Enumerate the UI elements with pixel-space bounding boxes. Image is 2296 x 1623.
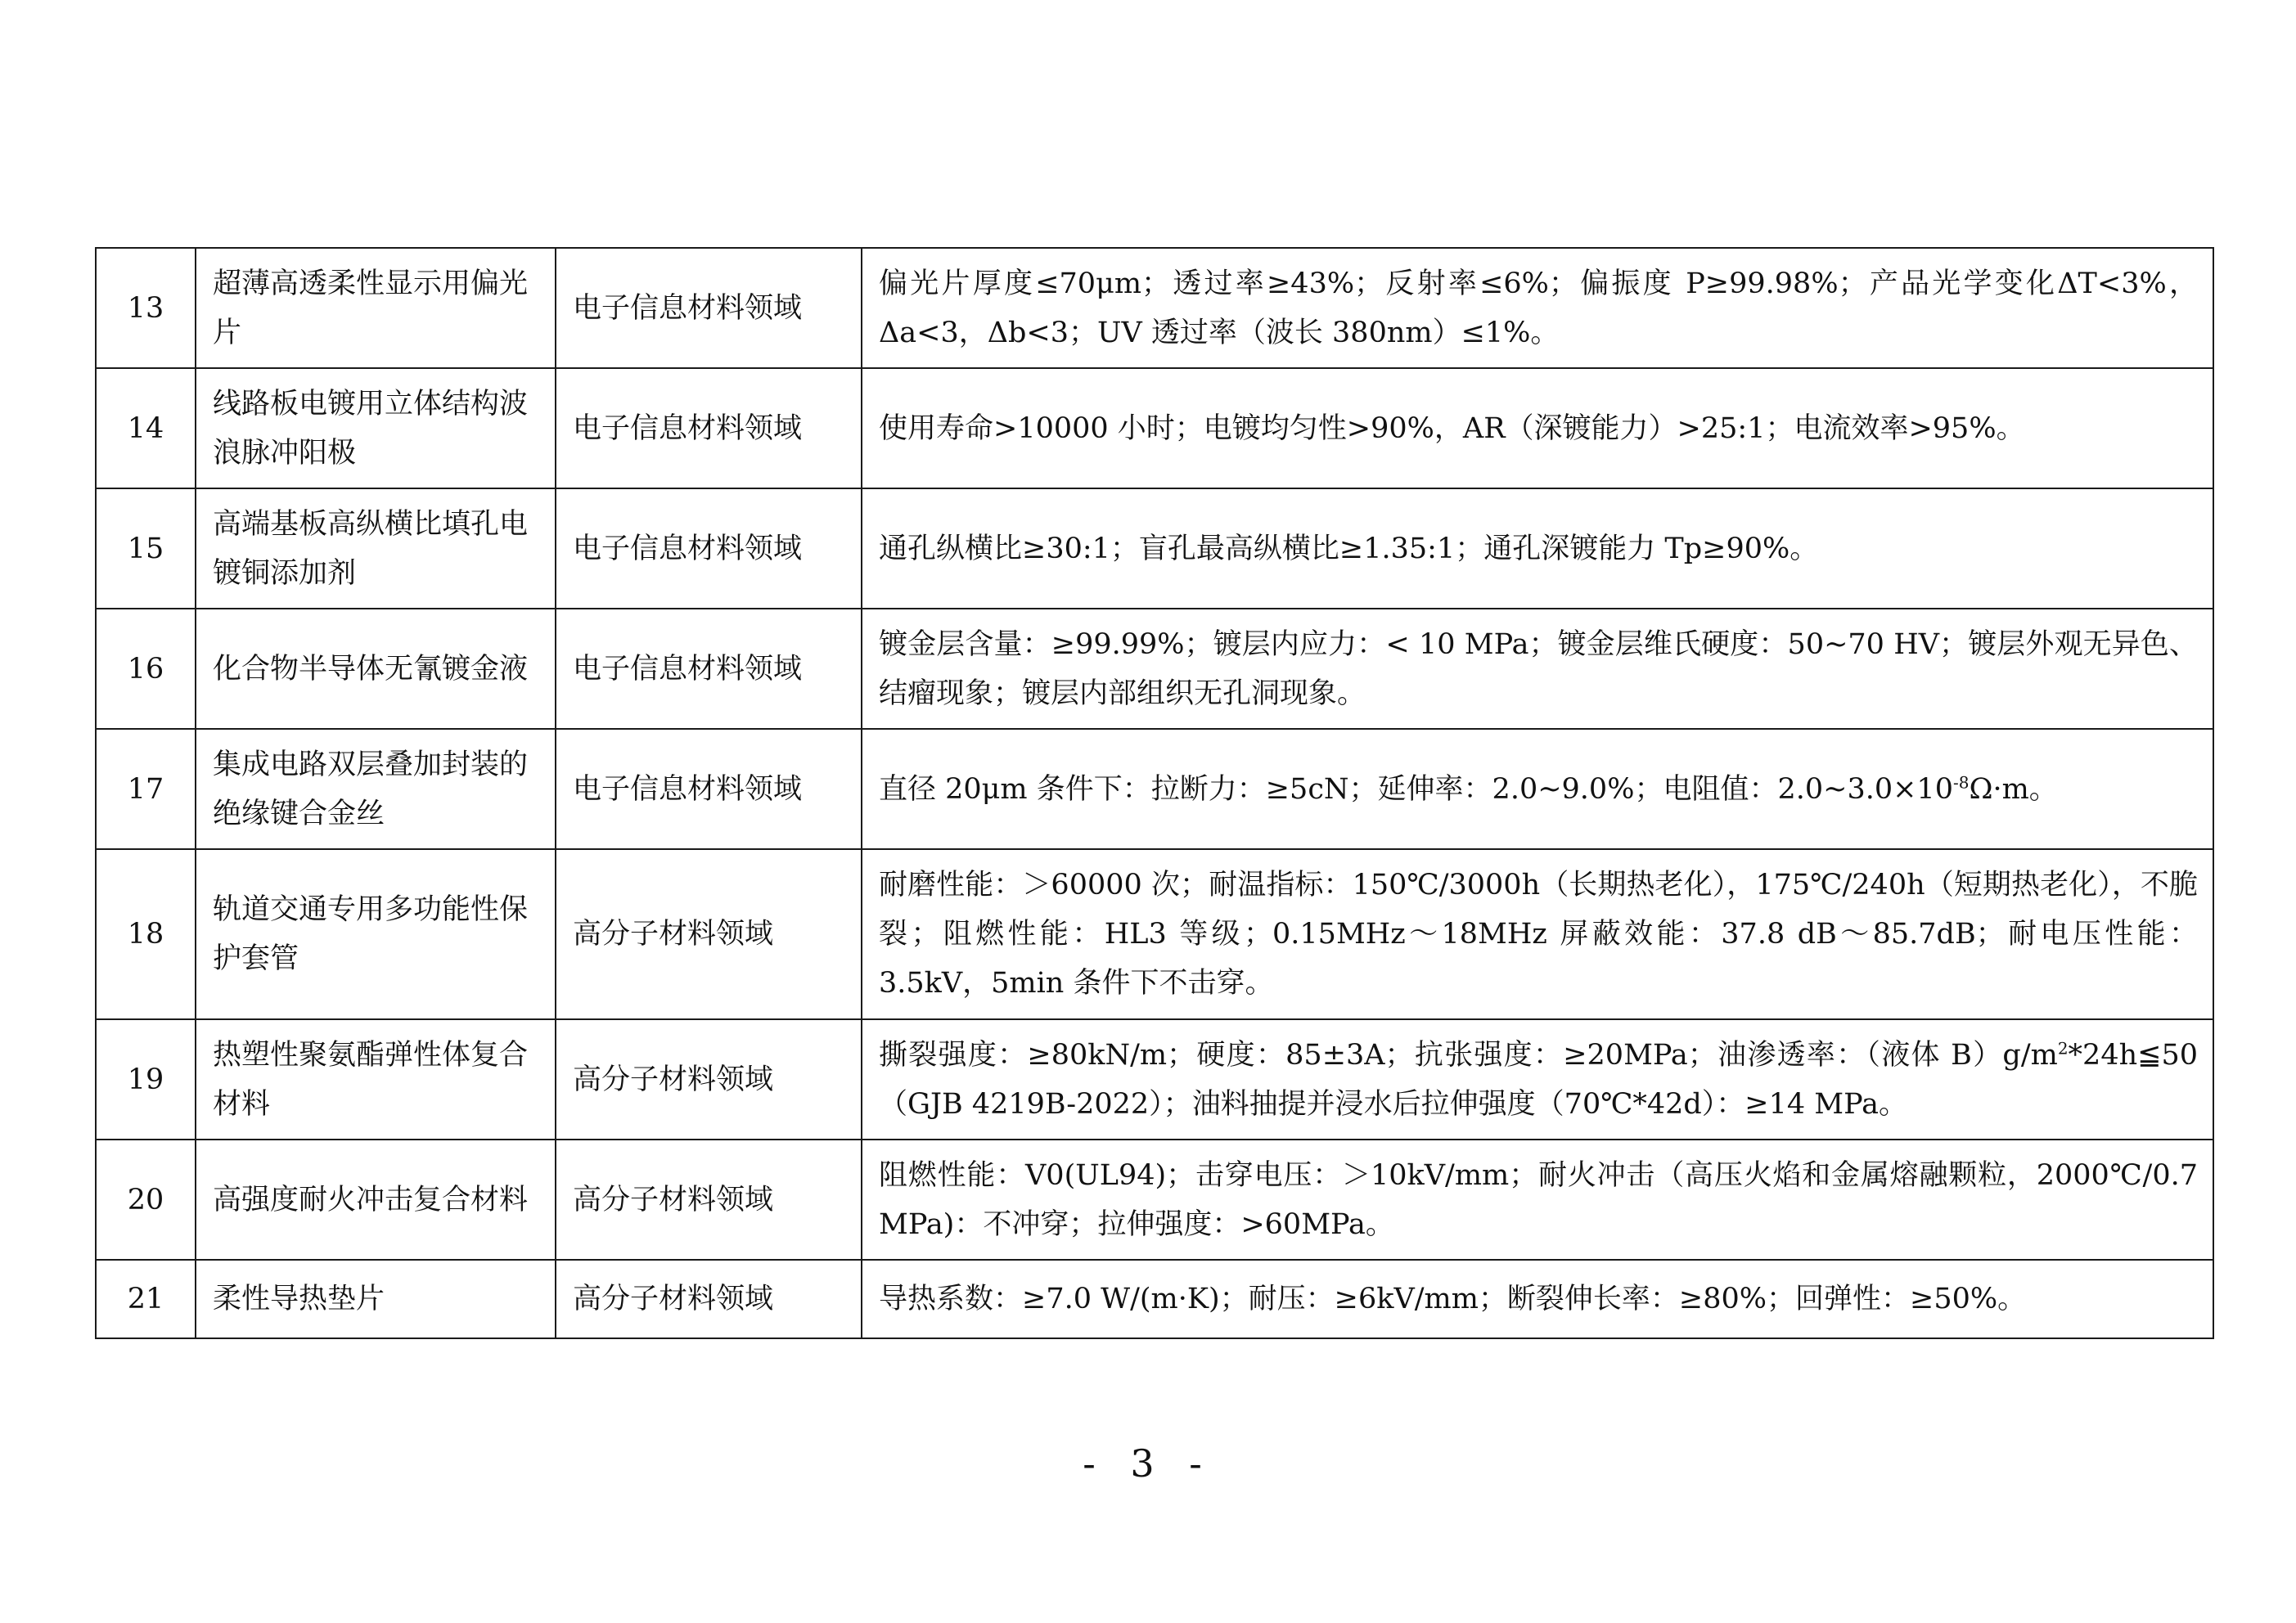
row-number: 20 bbox=[96, 1140, 196, 1260]
material-field: 电子信息材料领域 bbox=[556, 368, 862, 488]
row-number: 13 bbox=[96, 248, 196, 368]
material-field: 电子信息材料领域 bbox=[556, 488, 862, 609]
row-number: 21 bbox=[96, 1260, 196, 1338]
material-name: 热塑性聚氨酯弹性体复合材料 bbox=[196, 1019, 556, 1140]
row-number: 17 bbox=[96, 729, 196, 849]
material-name: 轨道交通专用多功能性保护套管 bbox=[196, 849, 556, 1019]
material-spec: 偏光片厚度≤70μm；透过率≥43%；反射率≤6%；偏振度 P≥99.98%；产品光学变化ΔT<3%，Δa<3，Δb<3；UV 透过率（波长 380nm）≤1%。 bbox=[862, 248, 2213, 368]
material-name: 集成电路双层叠加封装的绝缘键合金丝 bbox=[196, 729, 556, 849]
material-field: 电子信息材料领域 bbox=[556, 729, 862, 849]
material-spec: 阻燃性能：V0(UL94)；击穿电压：＞10kV/mm；耐火冲击（高压火焰和金属熔融颗粒，2000℃/0.7 MPa)：不冲穿；拉伸强度：>60MPa。 bbox=[862, 1140, 2213, 1260]
spec-text: 直径 20μm 条件下：拉断力：≥5cN；延伸率：2.0~9.0%；电阻值：2.0~3.0×10 bbox=[879, 772, 1953, 806]
row-number: 18 bbox=[96, 849, 196, 1019]
material-field: 电子信息材料领域 bbox=[556, 248, 862, 368]
material-spec bbox=[862, 1019, 2213, 1140]
table-row bbox=[96, 248, 2213, 368]
table-row bbox=[96, 729, 2213, 849]
spec-text-end: *24h≦50（GJB 4219B-2022）；油料抽提并浸水后拉伸强度（70℃*42d）：≥14 MPa。 bbox=[879, 1038, 2198, 1121]
material-spec: 通孔纵横比≥30:1；盲孔最高纵横比≥1.35:1；通孔深镀能力 Tp≥90%。 bbox=[862, 488, 2213, 609]
row-number: 19 bbox=[96, 1019, 196, 1140]
spec-text: 撕裂强度：≥80kN/m；硬度：85±3A；抗张强度：≥20MPa；油渗透率：（液体 B）g/m bbox=[879, 1038, 2058, 1072]
spec-text-end: Ω·m。 bbox=[1969, 772, 2058, 806]
row-number: 15 bbox=[96, 488, 196, 609]
material-spec: 使用寿命>10000 小时；电镀均匀性>90%，AR（深镀能力）>25:1；电流效率>95%。 bbox=[862, 368, 2213, 488]
spec-superscript: -8 bbox=[1952, 771, 1970, 792]
material-field: 高分子材料领域 bbox=[556, 849, 862, 1019]
material-spec: 导热系数：≥7.0 W/(m·K)；耐压：≥6kV/mm；断裂伸长率：≥80%；回弹性：≥50%。 bbox=[862, 1260, 2213, 1338]
page-number: - 3 - bbox=[1083, 1441, 1213, 1486]
table-row bbox=[96, 368, 2213, 488]
table-row bbox=[96, 1019, 2213, 1140]
table-row bbox=[96, 1260, 2213, 1338]
materials-table bbox=[95, 247, 2214, 1339]
table-row bbox=[96, 609, 2213, 729]
material-name: 高端基板高纵横比填孔电镀铜添加剂 bbox=[196, 488, 556, 609]
material-name: 高强度耐火冲击复合材料 bbox=[196, 1140, 556, 1260]
material-field: 高分子材料领域 bbox=[556, 1260, 862, 1338]
material-field: 高分子材料领域 bbox=[556, 1019, 862, 1140]
material-name: 化合物半导体无氰镀金液 bbox=[196, 609, 556, 729]
material-name: 柔性导热垫片 bbox=[196, 1260, 556, 1338]
material-field: 高分子材料领域 bbox=[556, 1140, 862, 1260]
material-name: 超薄高透柔性显示用偏光片 bbox=[196, 248, 556, 368]
row-number: 16 bbox=[96, 609, 196, 729]
material-name: 线路板电镀用立体结构波浪脉冲阳极 bbox=[196, 368, 556, 488]
spec-superscript: 2 bbox=[2057, 1037, 2069, 1058]
material-spec: 耐磨性能：＞60000 次；耐温指标：150℃/3000h（长期热老化），175℃/240h（短期热老化），不脆裂；阻燃性能：HL3 等级；0.15MHz～18MHz 屏蔽效能：37.8 dB～85.7dB；耐电压性能：3.5kV，5min 条件下不击穿。 bbox=[862, 849, 2213, 1019]
table-row bbox=[96, 849, 2213, 1019]
row-number: 14 bbox=[96, 368, 196, 488]
table-row bbox=[96, 1140, 2213, 1260]
table-row bbox=[96, 488, 2213, 609]
material-spec: 镀金层含量：≥99.99%；镀层内应力：< 10 MPa；镀金层维氏硬度：50~70 HV；镀层外观无异色、结瘤现象；镀层内部组织无孔洞现象。 bbox=[862, 609, 2213, 729]
material-field: 电子信息材料领域 bbox=[556, 609, 862, 729]
material-spec bbox=[862, 729, 2213, 849]
